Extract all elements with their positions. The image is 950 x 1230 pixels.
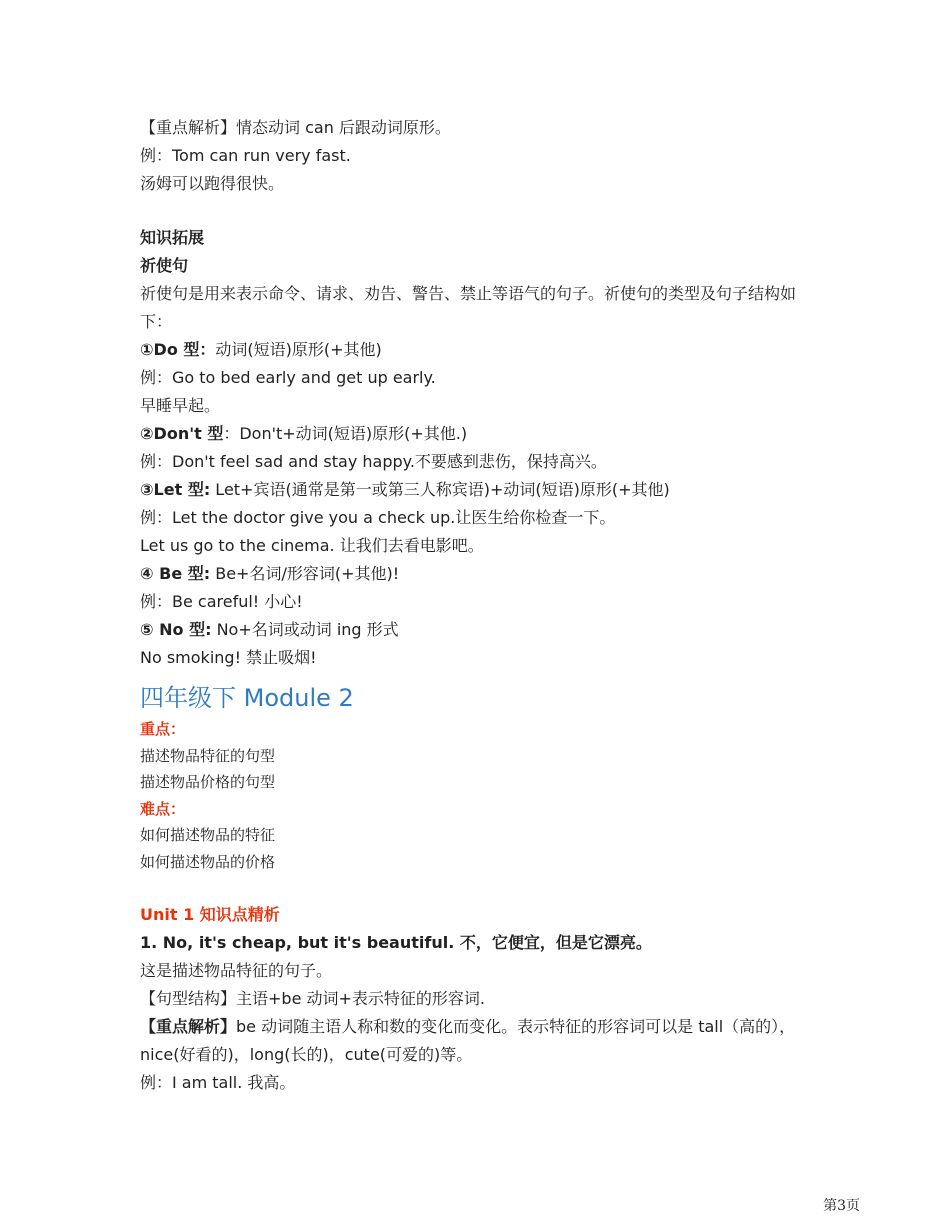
subsection-heading: 祈使句 (140, 256, 189, 275)
type-let-label: ③Let 型: (140, 480, 211, 499)
difficulties-label: 难点： (140, 799, 186, 818)
analysis-text: be 动词随主语人称和数的变化而变化。表示特征的形容词可以是 tall（高的），nice(好看的)，long(长的)，cute(可爱的)等。 (140, 1017, 796, 1064)
type-do-translation: 早睡早起。 (140, 396, 221, 415)
type-let-example-1: 例：Let the doctor give you a check up.让医生给你检查一下。 (140, 508, 616, 527)
type-let (140, 476, 820, 504)
module-title: 四年级下 Module 2 (140, 684, 354, 712)
difficulty-item: 如何描述物品的特征 (140, 826, 276, 844)
translation-line: 汤姆可以跑得很快。 (140, 174, 285, 193)
type-be-label: ④ Be 型: (140, 564, 211, 583)
sentence-heading: 1. No, it's cheap, but it's beautiful. 不，它便宜，但是它漂亮。 (140, 933, 652, 952)
type-no-example: No smoking! 禁止吸烟! (140, 648, 317, 667)
key-point-item: 描述物品特征的句型 (140, 746, 276, 765)
type-let-example-2: Let us go to the cinema. 让我们去看电影吧。 (140, 536, 484, 555)
key-points-label: 重点： (140, 720, 186, 738)
spacer (140, 875, 820, 901)
type-let-text: Let+宾语(通常是第一或第三人称宾语)+动词(短语)原形(+其他) (210, 480, 670, 499)
type-do-label: ①Do 型： (140, 340, 216, 359)
difficulty-item: 如何描述物品的价格 (140, 852, 276, 871)
spacer (140, 198, 820, 224)
type-dont-example: 例：Don't feel sad and stay happy.不要感到悲伤，保持高兴。 (140, 452, 607, 471)
type-be (140, 560, 820, 588)
type-dont (140, 420, 820, 448)
type-dont-label: ②Don't 型 (140, 424, 224, 443)
type-do (140, 336, 820, 364)
example-line: 例：Tom can run very fast. (140, 146, 351, 165)
unit-heading: Unit 1 知识点精析 (140, 905, 280, 924)
type-do-text: 动词(短语)原形(+其他) (215, 340, 382, 359)
example-line: 例：I am tall. 我高。 (140, 1073, 296, 1092)
type-be-example: 例：Be careful! 小心! (140, 592, 303, 611)
type-no-label: ⑤ No 型: (140, 620, 212, 639)
intro-paragraph: 祈使句是用来表示命令、请求、劝告、警告、禁止等语气的句子。祈使句的类型及句子结构如下： (140, 284, 797, 331)
structure-line: 【句型结构】主语+be 动词+表示特征的形容词. (140, 989, 485, 1008)
type-dont-text: ：Don't+动词(短语)原形(+其他.) (223, 424, 468, 443)
page-number: 第3页 (823, 1198, 860, 1214)
analysis-paragraph (140, 1013, 820, 1069)
analysis-label: 【重点解析】 (140, 1017, 237, 1036)
type-no (140, 616, 820, 644)
type-be-text: Be+名词/形容词(+其他)! (210, 564, 400, 583)
analysis-line: 【重点解析】情态动词 can 后跟动词原形。 (140, 118, 451, 137)
type-no-text: No+名词或动词 ing 形式 (211, 620, 399, 639)
type-do-example: 例：Go to bed early and get up early. (140, 368, 436, 387)
description-line: 这是描述物品特征的句子。 (140, 961, 333, 980)
section-heading: 知识拓展 (140, 228, 205, 247)
key-point-item: 描述物品价格的句型 (140, 773, 276, 791)
document-body (140, 114, 820, 1097)
